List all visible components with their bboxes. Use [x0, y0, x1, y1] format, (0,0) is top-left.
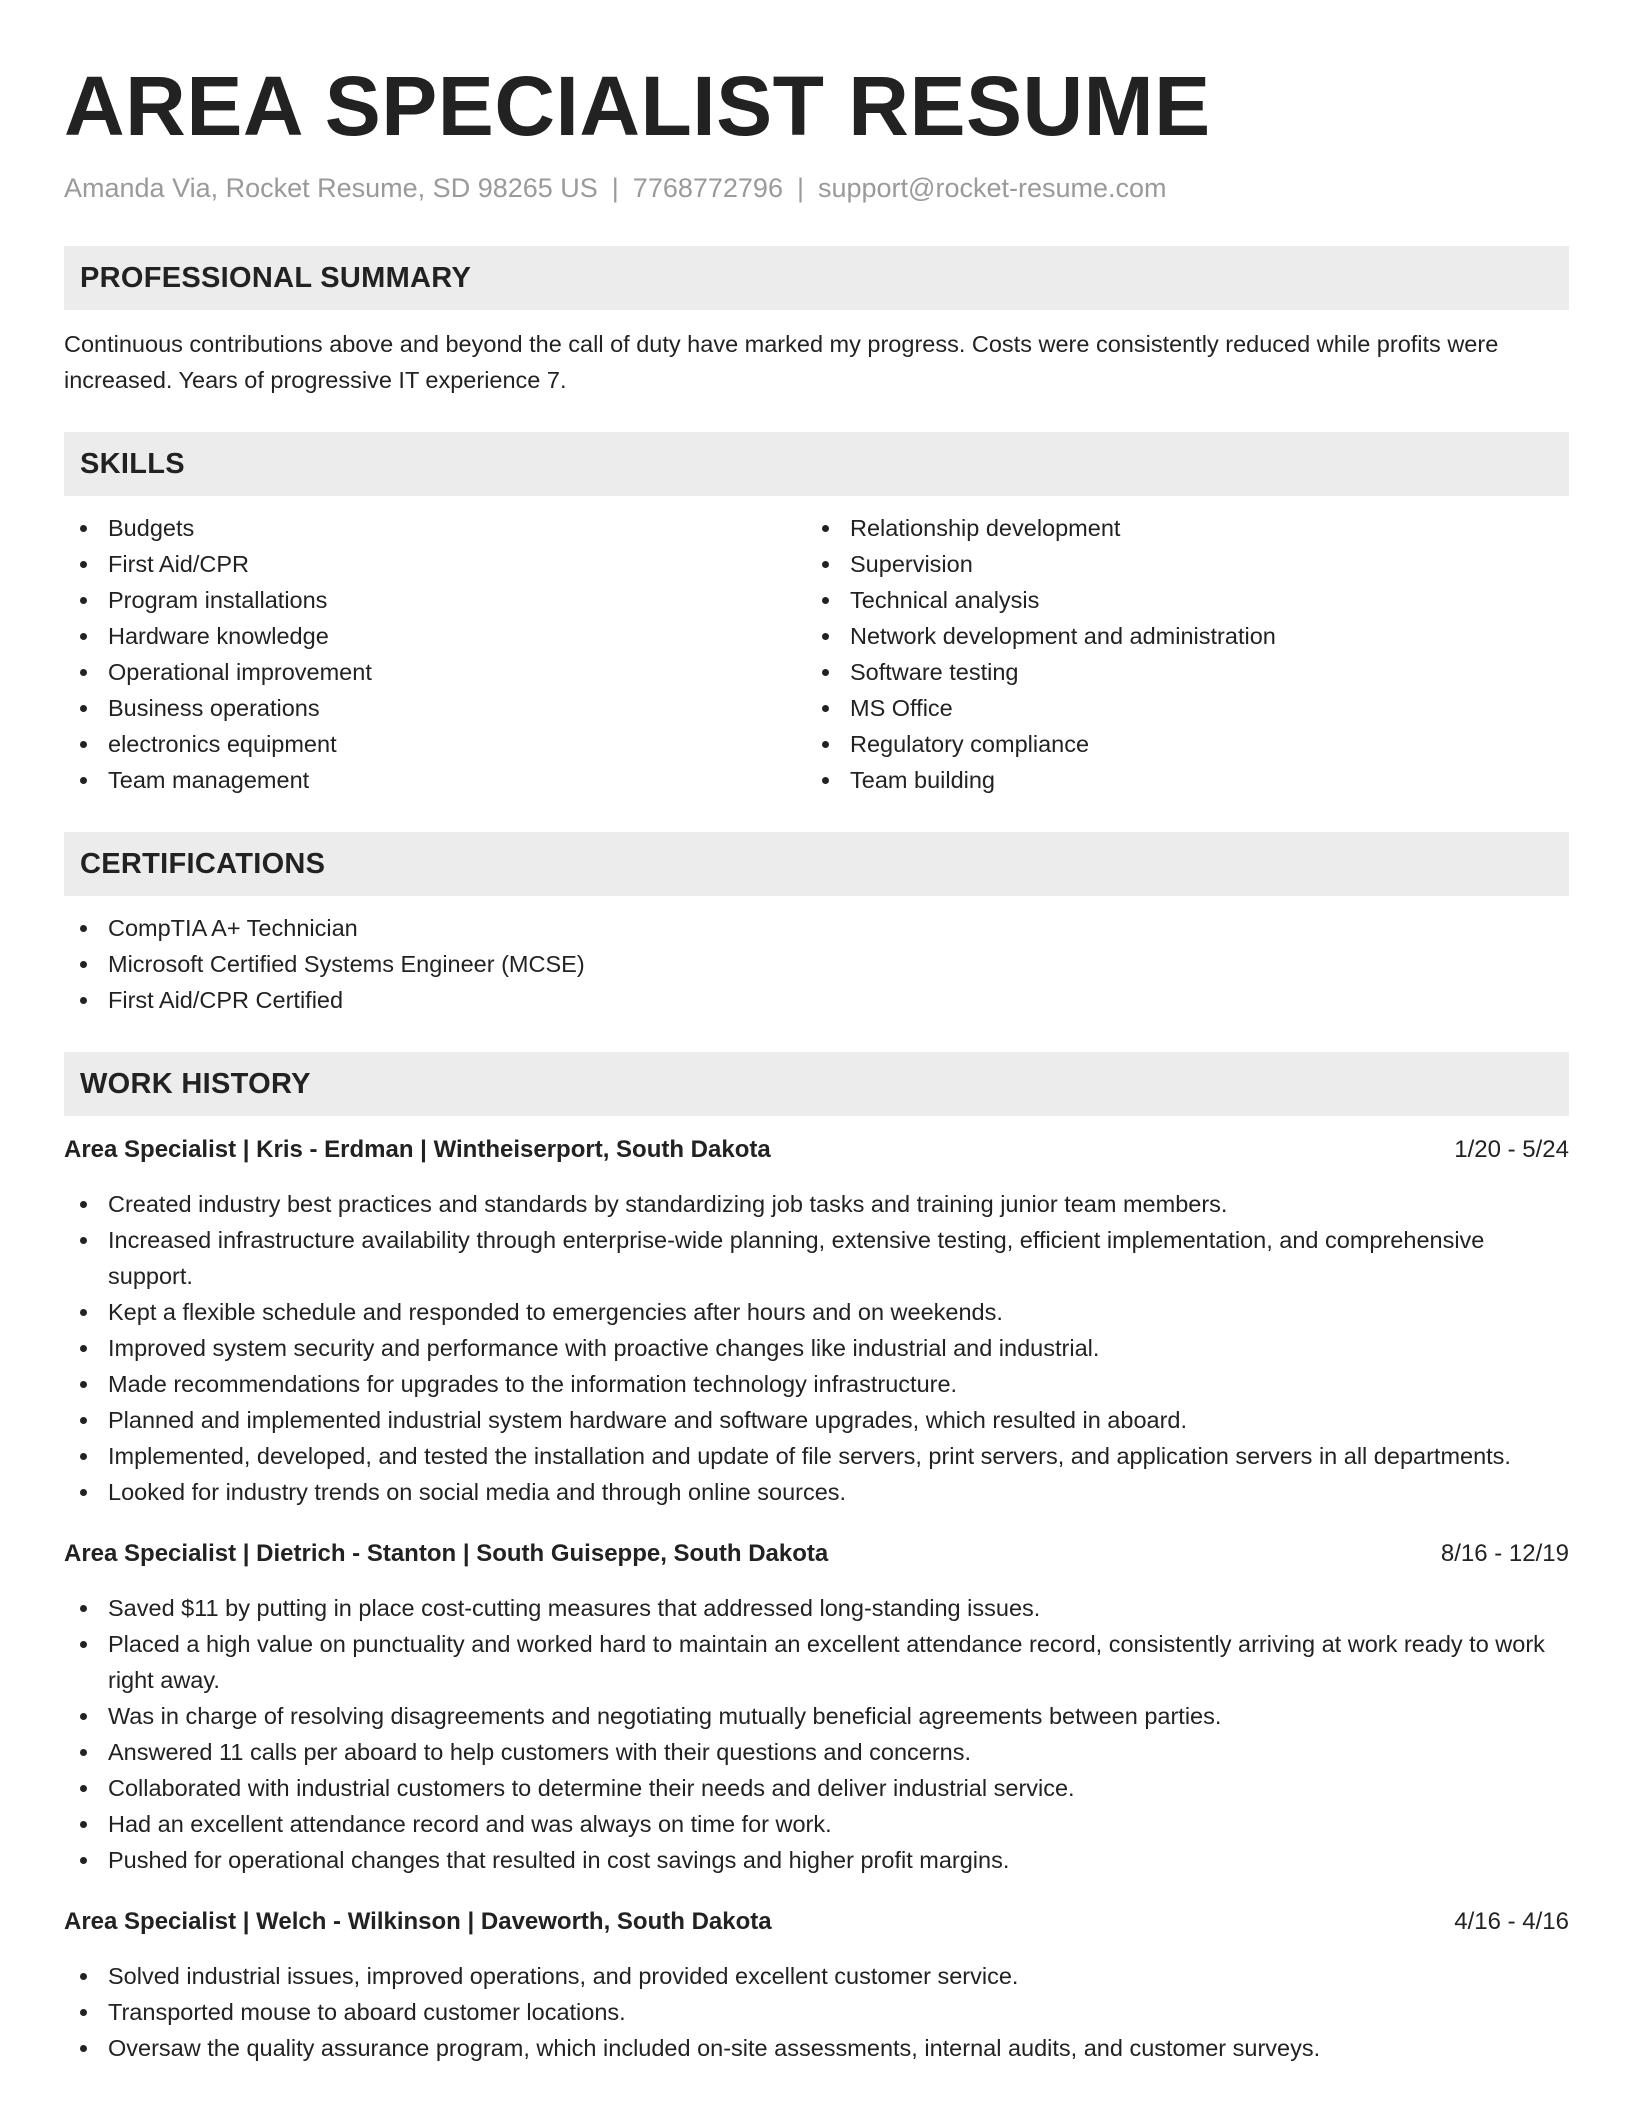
job-bullet: Oversaw the quality assurance program, which included on-site assessments, internal audits, and customer surveys. [64, 2030, 1569, 2066]
job-title: Area Specialist | Kris - Erdman | Wintheiserport, South Dakota [64, 1136, 771, 1163]
skill-item: MS Office [806, 690, 1548, 726]
skill-item: Technical analysis [806, 582, 1548, 618]
certification-item: First Aid/CPR Certified [64, 982, 1569, 1018]
job-bullet: Implemented, developed, and tested the installation and update of file servers, print servers, and application servers in all departments. [64, 1438, 1569, 1474]
summary-text: Continuous contributions above and beyond the call of duty have marked my progress. Costs were consistently reduced while profits were increased. Years of progressive IT experience 7. [64, 331, 1499, 393]
certifications-heading: CERTIFICATIONS [80, 847, 326, 880]
work-history-section-header [64, 1052, 1569, 1116]
skill-item: Team management [64, 762, 806, 798]
summary-heading: PROFESSIONAL SUMMARY [80, 261, 472, 294]
job-bullet: Looked for industry trends on social media and through online sources. [64, 1474, 1569, 1510]
skill-item: Supervision [806, 546, 1548, 582]
job-bullet: Increased infrastructure availability through enterprise-wide planning, extensive testing, efficient implementation, and comprehensive support. [64, 1222, 1569, 1294]
skills-heading: SKILLS [80, 447, 185, 480]
job-entry [64, 1904, 1569, 2066]
skills-grid [64, 510, 1569, 798]
contact-line [64, 170, 1569, 206]
resume-page [64, 56, 1569, 2066]
job-bullet: Created industry best practices and standards by standardizing job tasks and training junior team members. [64, 1186, 1569, 1222]
job-dates: 1/20 - 5/24 [1454, 1136, 1569, 1163]
summary-section-header [64, 246, 1569, 310]
contact-separator: | [611, 173, 619, 203]
job-bullets [64, 1958, 1569, 2066]
job-dates: 4/16 - 4/16 [1454, 1908, 1569, 1935]
skill-item: Hardware knowledge [64, 618, 806, 654]
job-dates: 8/16 - 12/19 [1440, 1540, 1569, 1567]
job-header [64, 1904, 1569, 1940]
job-entry [64, 1536, 1569, 1878]
contact-phone: 7768772796 [632, 173, 783, 203]
skill-item: First Aid/CPR [64, 546, 806, 582]
skills-section-header [64, 432, 1569, 496]
skill-item: Program installations [64, 582, 806, 618]
job-bullet: Made recommendations for upgrades to the information technology infrastructure. [64, 1366, 1569, 1402]
skill-item: Relationship development [806, 510, 1548, 546]
job-bullet: Solved industrial issues, improved operations, and provided excellent customer service. [64, 1958, 1569, 1994]
job-bullet: Answered 11 calls per aboard to help customers with their questions and concerns. [64, 1734, 1569, 1770]
contact-email: support@rocket-resume.com [817, 173, 1167, 203]
job-bullet: Placed a high value on punctuality and worked hard to maintain an excellent attendance record, consistently arriving at work ready to work right away. [64, 1626, 1569, 1698]
skill-item: Regulatory compliance [806, 726, 1548, 762]
skill-item: Operational improvement [64, 654, 806, 690]
job-header [64, 1536, 1569, 1572]
job-bullets [64, 1590, 1569, 1878]
job-bullets [64, 1186, 1569, 1510]
skills-list-right [806, 510, 1548, 798]
job-bullet: Saved $11 by putting in place cost-cutting measures that addressed long-standing issues. [64, 1590, 1569, 1626]
job-entry [64, 1132, 1569, 1510]
skill-item: Network development and administration [806, 618, 1548, 654]
job-header [64, 1132, 1569, 1168]
skill-item: Software testing [806, 654, 1548, 690]
certifications-section-header [64, 832, 1569, 896]
work-history-heading: WORK HISTORY [80, 1067, 311, 1100]
skill-item: Budgets [64, 510, 806, 546]
job-bullet: Pushed for operational changes that resulted in cost savings and higher profit margins. [64, 1842, 1569, 1878]
contact-address: Amanda Via, Rocket Resume, SD 98265 US [64, 173, 598, 203]
certification-item: Microsoft Certified Systems Engineer (MCSE) [64, 946, 1569, 982]
job-bullet: Transported mouse to aboard customer locations. [64, 1994, 1569, 2030]
job-bullet: Was in charge of resolving disagreements and negotiating mutually beneficial agreements between parties. [64, 1698, 1569, 1734]
skill-item: electronics equipment [64, 726, 806, 762]
job-bullet: Improved system security and performance with proactive changes like industrial and industrial. [64, 1330, 1569, 1366]
job-bullet: Collaborated with industrial customers to determine their needs and deliver industrial service. [64, 1770, 1569, 1806]
job-bullet: Had an excellent attendance record and was always on time for work. [64, 1806, 1569, 1842]
resume-title: AREA SPECIALIST RESUME [64, 59, 1211, 153]
job-title: Area Specialist | Welch - Wilkinson | Daveworth, South Dakota [64, 1908, 772, 1935]
job-bullet: Kept a flexible schedule and responded to emergencies after hours and on weekends. [64, 1294, 1569, 1330]
contact-separator: | [796, 173, 804, 203]
skill-item: Team building [806, 762, 1548, 798]
job-title: Area Specialist | Dietrich - Stanton | South Guiseppe, South Dakota [64, 1540, 829, 1567]
job-bullet: Planned and implemented industrial system hardware and software upgrades, which resulted in aboard. [64, 1402, 1569, 1438]
skills-list-left [64, 510, 806, 798]
skill-item: Business operations [64, 690, 806, 726]
certifications-list [64, 910, 1569, 1018]
certification-item: CompTIA A+ Technician [64, 910, 1569, 946]
